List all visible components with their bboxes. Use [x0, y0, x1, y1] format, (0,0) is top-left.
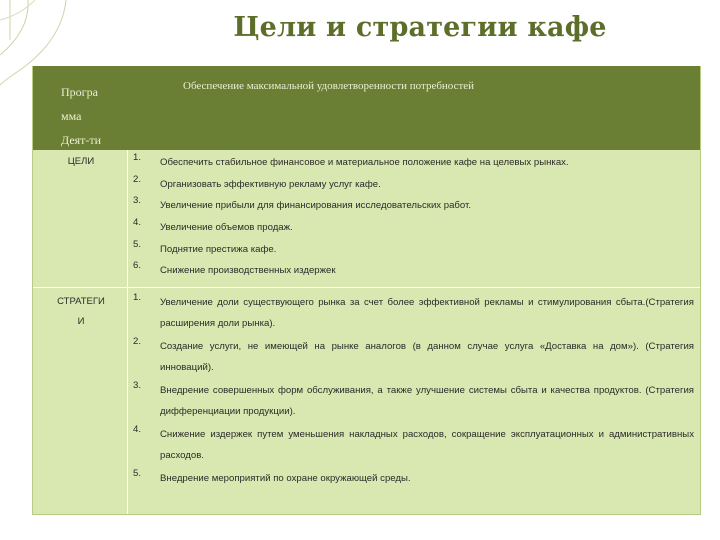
goal-number: 1.	[133, 152, 142, 163]
goal-text: Увеличение объемов продаж.	[160, 222, 293, 233]
program-header-text: Обеспечение максимальной удовлетворенности потребностей	[183, 80, 475, 92]
strategy-text: Увеличение доли существующего рынка за счет более эффективной рекламы и стимулирования сбыта.(Стратегия расширения доли рынка).	[160, 297, 694, 329]
section-divider	[33, 287, 700, 288]
strategy-number: 2.	[133, 336, 142, 347]
strategy-text: Снижение издержек путем уменьшения накладных расходов, сокращение эксплуатационных и административных расходов.	[160, 429, 694, 461]
table-header	[33, 66, 700, 150]
strategy-number: 1.	[133, 292, 142, 303]
goal-text: Увеличение прибыли для финансирования исследовательских работ.	[160, 200, 472, 211]
goals-strategies-table	[32, 66, 701, 515]
goal-text: Поднятие престижа кафе.	[160, 244, 277, 255]
goal-number: 5.	[133, 239, 142, 250]
goal-number: 2.	[133, 174, 142, 185]
column-divider	[127, 150, 128, 514]
strategy-text: Внедрение мероприятий по охране окружающей среды.	[160, 473, 411, 484]
goal-number: 4.	[133, 217, 142, 228]
strategy-number: 5.	[133, 468, 142, 479]
goal-text: Организовать эффективную рекламу услуг кафе.	[160, 179, 381, 190]
goal-number: 6.	[133, 260, 142, 271]
goal-text: Обеспечить стабильное финансовое и материальное положение кафе на целевых рынках.	[160, 157, 569, 168]
goals-label: ЦЕЛИ	[67, 156, 95, 167]
strategies-label: СТРАТЕГИ И	[57, 296, 105, 327]
strategy-number: 4.	[133, 424, 142, 435]
strategy-text: Создание услуги, не имеющей на рынке аналогов (в данном случае услуга «Доставка на дом»). (Стратегия инноваций).	[160, 341, 694, 373]
page-title: Цели и стратегии кафе	[233, 12, 607, 43]
goal-text: Снижение производственных издержек	[160, 265, 336, 276]
strategy-number: 3.	[133, 380, 142, 391]
goal-number: 3.	[133, 195, 142, 206]
strategy-text: Внедрение совершенных форм обслуживания, а также улучшение системы сбыта и качества продуктов. (Стратегия дифференциации продукции).	[160, 385, 694, 417]
program-header-label: Програ мма Деят-ти	[61, 85, 102, 147]
